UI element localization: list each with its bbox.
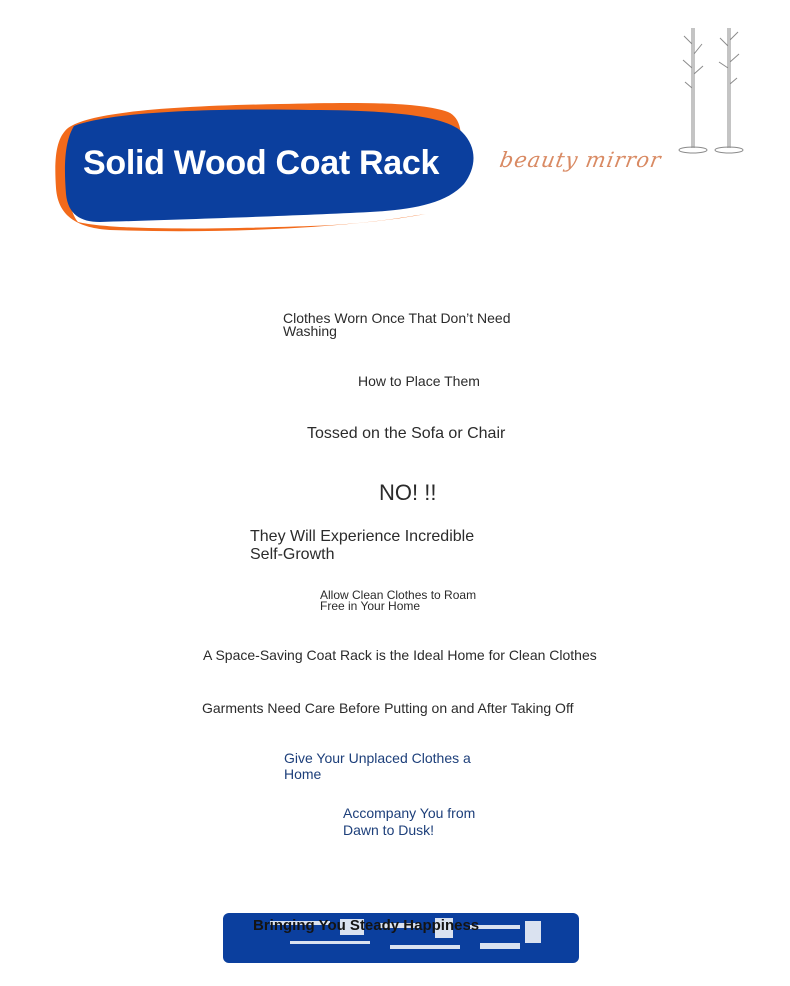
text-allow-clean-clothes: Allow Clean Clothes to Roam Free in Your Home [320, 588, 477, 613]
footer-text: Bringing You Steady Happiness [253, 917, 480, 934]
text-dawn-to-dusk: Accompany You from Dawn to Dusk! [343, 805, 476, 838]
text-clothes-worn-once: Clothes Worn Once That Don’t Need Washing [283, 310, 511, 339]
text-how-to-place: How to Place Them [358, 373, 480, 389]
text-tossed-on-sofa: Tossed on the Sofa or Chair [307, 425, 506, 442]
coat-rack-illustration [672, 24, 752, 160]
script-lettering: beauty mirror [497, 148, 664, 172]
text-space-saving: A Space-Saving Coat Rack is the Ideal Home for Clean Clothes [203, 647, 597, 663]
text-no: NO! !! [379, 480, 437, 505]
text-unplaced-clothes: Give Your Unplaced Clothes a Home [284, 750, 471, 782]
text-self-growth: They Will Experience Incredible Self-Growth [250, 528, 475, 563]
text-garments-care: Garments Need Care Before Putting on and After Taking Off [202, 700, 574, 716]
page-title: Solid Wood Coat Rack [83, 144, 440, 182]
